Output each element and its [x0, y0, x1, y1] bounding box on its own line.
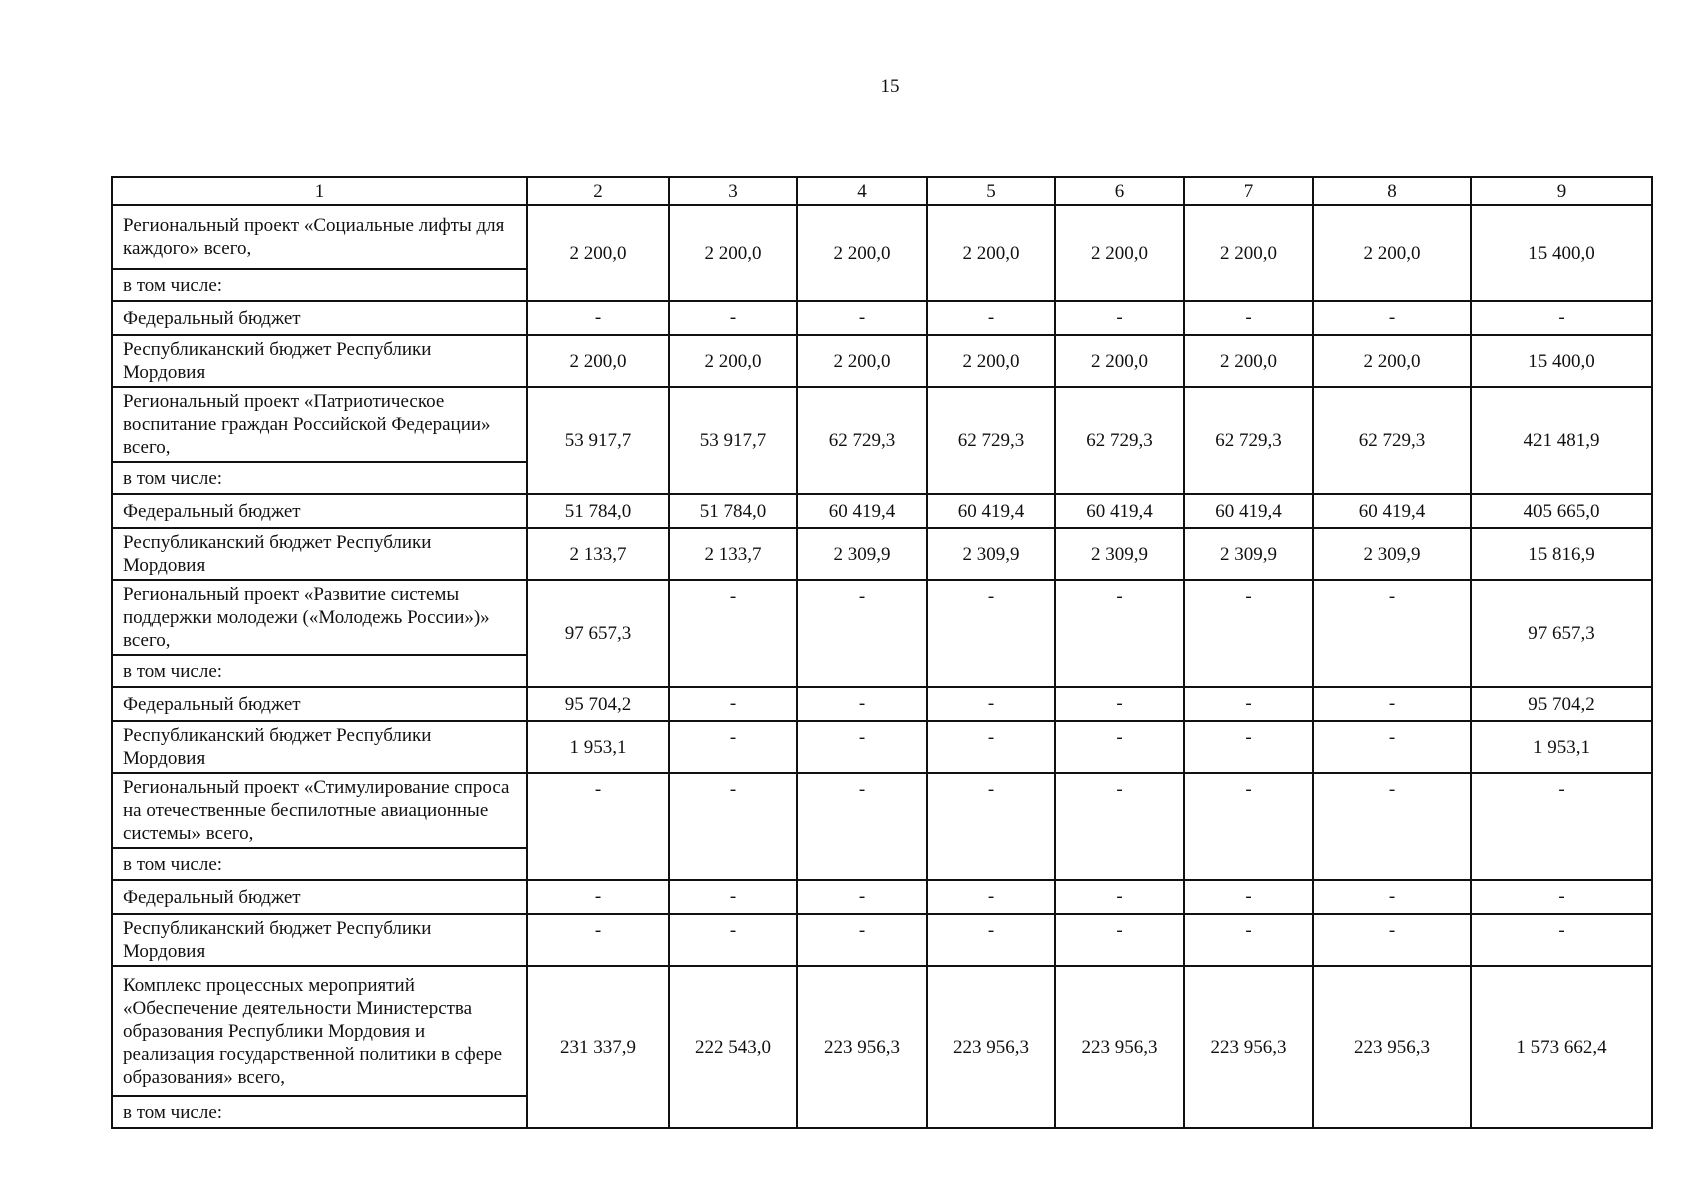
- table-cell: 2 200,0: [527, 205, 669, 301]
- table-row: [112, 966, 1652, 1096]
- table-cell: 15 400,0: [1471, 205, 1652, 301]
- table-cell: 2 309,9: [1184, 528, 1313, 580]
- table-cell: -: [1055, 687, 1184, 721]
- row-label: Федеральный бюджет: [112, 687, 527, 721]
- table-cell: -: [1184, 914, 1313, 966]
- table-row: [112, 914, 1652, 966]
- table-row: [112, 528, 1652, 580]
- table-cell: 2 200,0: [797, 205, 927, 301]
- table-cell: 97 657,3: [1471, 580, 1652, 687]
- table-cell: 2 200,0: [1055, 205, 1184, 301]
- header-cell: 4: [797, 177, 927, 205]
- table-cell: 62 729,3: [1184, 387, 1313, 494]
- table-cell: -: [1184, 880, 1313, 914]
- table-cell: 2 200,0: [669, 205, 797, 301]
- table-cell: 223 956,3: [797, 966, 927, 1128]
- row-label: в том числе:: [112, 462, 527, 494]
- header-cell: 5: [927, 177, 1055, 205]
- table-cell: 2 200,0: [1055, 335, 1184, 387]
- table-cell: -: [1471, 914, 1652, 966]
- table-cell: -: [1313, 687, 1471, 721]
- table-cell: -: [797, 914, 927, 966]
- table-cell: 60 419,4: [1313, 494, 1471, 528]
- table-cell: 60 419,4: [797, 494, 927, 528]
- row-label: Федеральный бюджет: [112, 494, 527, 528]
- row-label: Республиканский бюджет Республики Мордовия: [112, 914, 527, 966]
- header-cell: 2: [527, 177, 669, 205]
- table-cell: 60 419,4: [1055, 494, 1184, 528]
- table-cell: 51 784,0: [527, 494, 669, 528]
- row-label: Региональный проект «Патриотическое воспитание граждан Российской Федерации» всего,: [112, 387, 527, 462]
- table-cell: -: [1055, 580, 1184, 687]
- budget-table: [111, 176, 1653, 1129]
- table-cell: -: [927, 721, 1055, 773]
- table-cell: 223 956,3: [927, 966, 1055, 1128]
- table-cell: 60 419,4: [927, 494, 1055, 528]
- table-row: [112, 387, 1652, 462]
- header-cell: 9: [1471, 177, 1652, 205]
- table-cell: -: [1184, 773, 1313, 880]
- table-cell: 223 956,3: [1313, 966, 1471, 1128]
- table-cell: -: [927, 880, 1055, 914]
- table-row: [112, 494, 1652, 528]
- row-label: в том числе:: [112, 848, 527, 880]
- table-cell: -: [527, 914, 669, 966]
- table-cell: 2 200,0: [527, 335, 669, 387]
- table-cell: -: [797, 721, 927, 773]
- table-cell: -: [1313, 914, 1471, 966]
- table-cell: 2 309,9: [797, 528, 927, 580]
- table-cell: -: [1055, 301, 1184, 335]
- row-label: Республиканский бюджет Республики Мордовия: [112, 335, 527, 387]
- table-cell: 223 956,3: [1055, 966, 1184, 1128]
- table-cell: 15 400,0: [1471, 335, 1652, 387]
- table-cell: 2 200,0: [669, 335, 797, 387]
- table-cell: 2 309,9: [1055, 528, 1184, 580]
- table-cell: -: [1184, 721, 1313, 773]
- row-label: Федеральный бюджет: [112, 301, 527, 335]
- table-cell: 2 133,7: [527, 528, 669, 580]
- row-label: Республиканский бюджет Республики Мордовия: [112, 721, 527, 773]
- row-label: Региональный проект «Развитие системы поддержки молодежи («Молодежь России»)» всего,: [112, 580, 527, 655]
- table-cell: 53 917,7: [669, 387, 797, 494]
- table-cell: 62 729,3: [1313, 387, 1471, 494]
- table-cell: -: [669, 914, 797, 966]
- table-cell: 2 133,7: [669, 528, 797, 580]
- table-cell: 95 704,2: [1471, 687, 1652, 721]
- table-cell: -: [1471, 301, 1652, 335]
- header-cell: 3: [669, 177, 797, 205]
- table-cell: -: [927, 773, 1055, 880]
- table-cell: -: [669, 580, 797, 687]
- table-cell: -: [927, 687, 1055, 721]
- table-cell: 2 200,0: [1184, 335, 1313, 387]
- table-cell: 1 953,1: [1471, 721, 1652, 773]
- table-row: [112, 205, 1652, 269]
- table-row: [112, 301, 1652, 335]
- table-cell: -: [1184, 301, 1313, 335]
- table-cell: -: [797, 301, 927, 335]
- table-cell: -: [797, 773, 927, 880]
- table-cell: -: [797, 687, 927, 721]
- table-row: [112, 335, 1652, 387]
- table-row: [112, 880, 1652, 914]
- table-cell: -: [1313, 301, 1471, 335]
- table-cell: -: [669, 687, 797, 721]
- table-cell: -: [1055, 721, 1184, 773]
- header-cell: 1: [112, 177, 527, 205]
- table-cell: 62 729,3: [797, 387, 927, 494]
- header-cell: 8: [1313, 177, 1471, 205]
- table-cell: -: [797, 880, 927, 914]
- row-label: в том числе:: [112, 1096, 527, 1128]
- table-cell: -: [1313, 721, 1471, 773]
- table-row: [112, 773, 1652, 848]
- table-cell: 2 200,0: [1313, 205, 1471, 301]
- table-cell: 2 200,0: [797, 335, 927, 387]
- table-cell: 62 729,3: [927, 387, 1055, 494]
- table-cell: 2 200,0: [1184, 205, 1313, 301]
- table-cell: 15 816,9: [1471, 528, 1652, 580]
- header-cell: 7: [1184, 177, 1313, 205]
- table-cell: 231 337,9: [527, 966, 669, 1128]
- table-cell: 2 200,0: [927, 205, 1055, 301]
- table-cell: -: [1055, 773, 1184, 880]
- table-cell: -: [669, 301, 797, 335]
- table-cell: 1 953,1: [527, 721, 669, 773]
- table-cell: -: [1055, 914, 1184, 966]
- row-label: в том числе:: [112, 269, 527, 301]
- table-cell: -: [1184, 580, 1313, 687]
- row-label: в том числе:: [112, 655, 527, 687]
- header-cell: 6: [1055, 177, 1184, 205]
- table-cell: 62 729,3: [1055, 387, 1184, 494]
- table-cell: 405 665,0: [1471, 494, 1652, 528]
- table-cell: 60 419,4: [1184, 494, 1313, 528]
- row-label: Комплекс процессных мероприятий «Обеспечение деятельности Министерства образования Республики Мордовия и реализация государственной политики в сфере образования» всего,: [112, 966, 527, 1096]
- row-label: Федеральный бюджет: [112, 880, 527, 914]
- row-label: Региональный проект «Стимулирование спроса на отечественные беспилотные авиационные системы» всего,: [112, 773, 527, 848]
- row-label: Республиканский бюджет Республики Мордовия: [112, 528, 527, 580]
- table-cell: -: [669, 773, 797, 880]
- table-cell: 51 784,0: [669, 494, 797, 528]
- table-cell: -: [1055, 880, 1184, 914]
- page-number: 15: [880, 76, 900, 97]
- table-row: [112, 687, 1652, 721]
- table-cell: 2 309,9: [1313, 528, 1471, 580]
- table-cell: -: [797, 580, 927, 687]
- table-cell: 223 956,3: [1184, 966, 1313, 1128]
- table-cell: -: [927, 301, 1055, 335]
- table-cell: 97 657,3: [527, 580, 669, 687]
- table-cell: 53 917,7: [527, 387, 669, 494]
- table-cell: 95 704,2: [527, 687, 669, 721]
- table-cell: -: [669, 721, 797, 773]
- table-cell: 2 200,0: [927, 335, 1055, 387]
- row-label: Региональный проект «Социальные лифты для каждого» всего,: [112, 205, 527, 269]
- table-cell: -: [1471, 880, 1652, 914]
- table-cell: -: [527, 880, 669, 914]
- table-cell: 222 543,0: [669, 966, 797, 1128]
- table-row: [112, 721, 1652, 773]
- table-cell: -: [1471, 773, 1652, 880]
- header-row: [112, 177, 1652, 205]
- table-cell: -: [527, 773, 669, 880]
- table-cell: -: [927, 580, 1055, 687]
- table-cell: 421 481,9: [1471, 387, 1652, 494]
- table-cell: 2 200,0: [1313, 335, 1471, 387]
- table-cell: 1 573 662,4: [1471, 966, 1652, 1128]
- table-cell: 2 309,9: [927, 528, 1055, 580]
- table-cell: -: [1313, 580, 1471, 687]
- table-cell: -: [1313, 880, 1471, 914]
- table-cell: -: [527, 301, 669, 335]
- table-cell: -: [669, 880, 797, 914]
- table-cell: -: [927, 914, 1055, 966]
- table-cell: -: [1184, 687, 1313, 721]
- table-cell: -: [1313, 773, 1471, 880]
- table-row: [112, 580, 1652, 655]
